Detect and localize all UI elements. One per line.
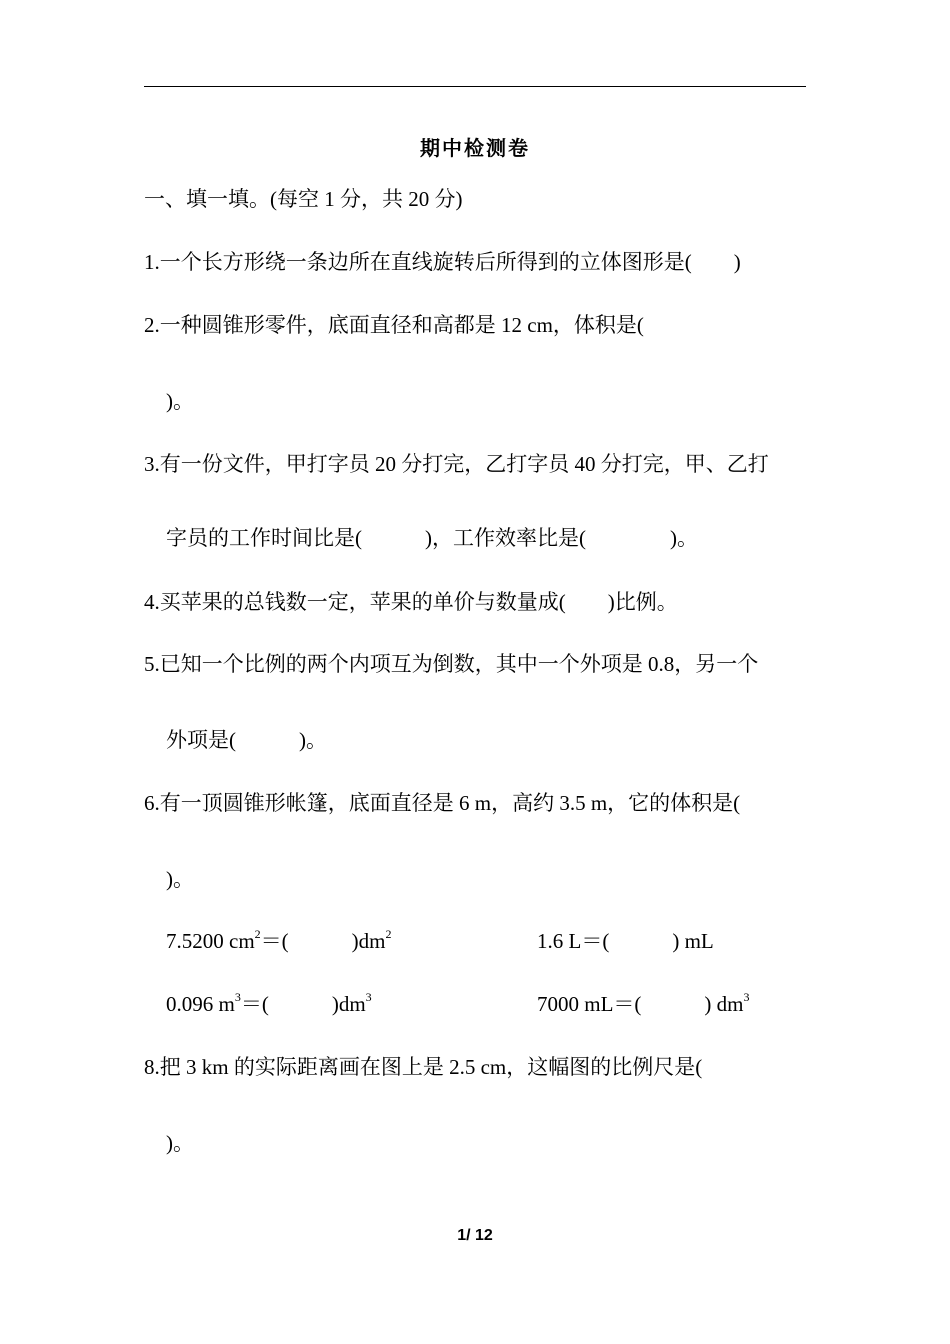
q7a-exponent-2: 2	[385, 927, 392, 941]
q7c-exponent-2: 3	[365, 990, 372, 1004]
question-7-cubic-conversion	[166, 991, 372, 1017]
question-6-line-2: )。	[166, 867, 194, 891]
header-rule	[144, 86, 806, 87]
question-8-line-2: )。	[166, 1131, 194, 1155]
q7a-suffix: ＝( )dm	[260, 929, 386, 953]
q7c-exponent: 3	[234, 990, 241, 1004]
q7c-suffix: ＝( )dm	[240, 992, 366, 1016]
question-7-volume-conversion: 1.6 L＝( ) mL	[537, 929, 714, 953]
question-7-ml-conversion	[537, 991, 749, 1017]
question-6-line-1: 6.有一顶圆锥形帐篷，底面直径是 6 m，高约 3.5 m，它的体积是(	[144, 791, 741, 815]
question-3-line-2: 字员的工作时间比是( )，工作效率比是( )。	[166, 526, 698, 550]
q7d-text: 7000 mL＝( ) dm	[537, 992, 744, 1016]
question-1: 1.一个长方形绕一条边所在直线旋转后所得到的立体图形是( )	[144, 250, 741, 274]
page-title: 期中检测卷	[420, 138, 530, 160]
question-5-line-1: 5.已知一个比例的两个内项互为倒数，其中一个外项是 0.8，另一个	[144, 652, 759, 676]
question-3-line-1: 3.有一份文件，甲打字员 20 分打完，乙打字员 40 分打完，甲、乙打	[144, 452, 769, 476]
question-4: 4.买苹果的总钱数一定，苹果的单价与数量成( )比例。	[144, 590, 678, 614]
q7a-prefix: 7.5200 cm	[166, 929, 255, 953]
question-8-line-1: 8.把 3 km 的实际距离画在图上是 2.5 cm，这幅图的比例尺是(	[144, 1055, 703, 1079]
question-2-line-2: )。	[166, 389, 194, 413]
question-2-line-1: 2.一种圆锥形零件，底面直径和高都是 12 cm，体积是(	[144, 313, 644, 337]
section-heading: 一、填一填。(每空 1 分，共 20 分)	[144, 187, 463, 211]
question-5-line-2: 外项是( )。	[166, 728, 327, 752]
question-7-area-conversion	[166, 928, 391, 954]
q7d-exponent: 3	[743, 990, 750, 1004]
q7a-exponent: 2	[254, 927, 261, 941]
page-number: 1/ 12	[457, 1227, 493, 1244]
q7c-prefix: 0.096 m	[166, 992, 235, 1016]
